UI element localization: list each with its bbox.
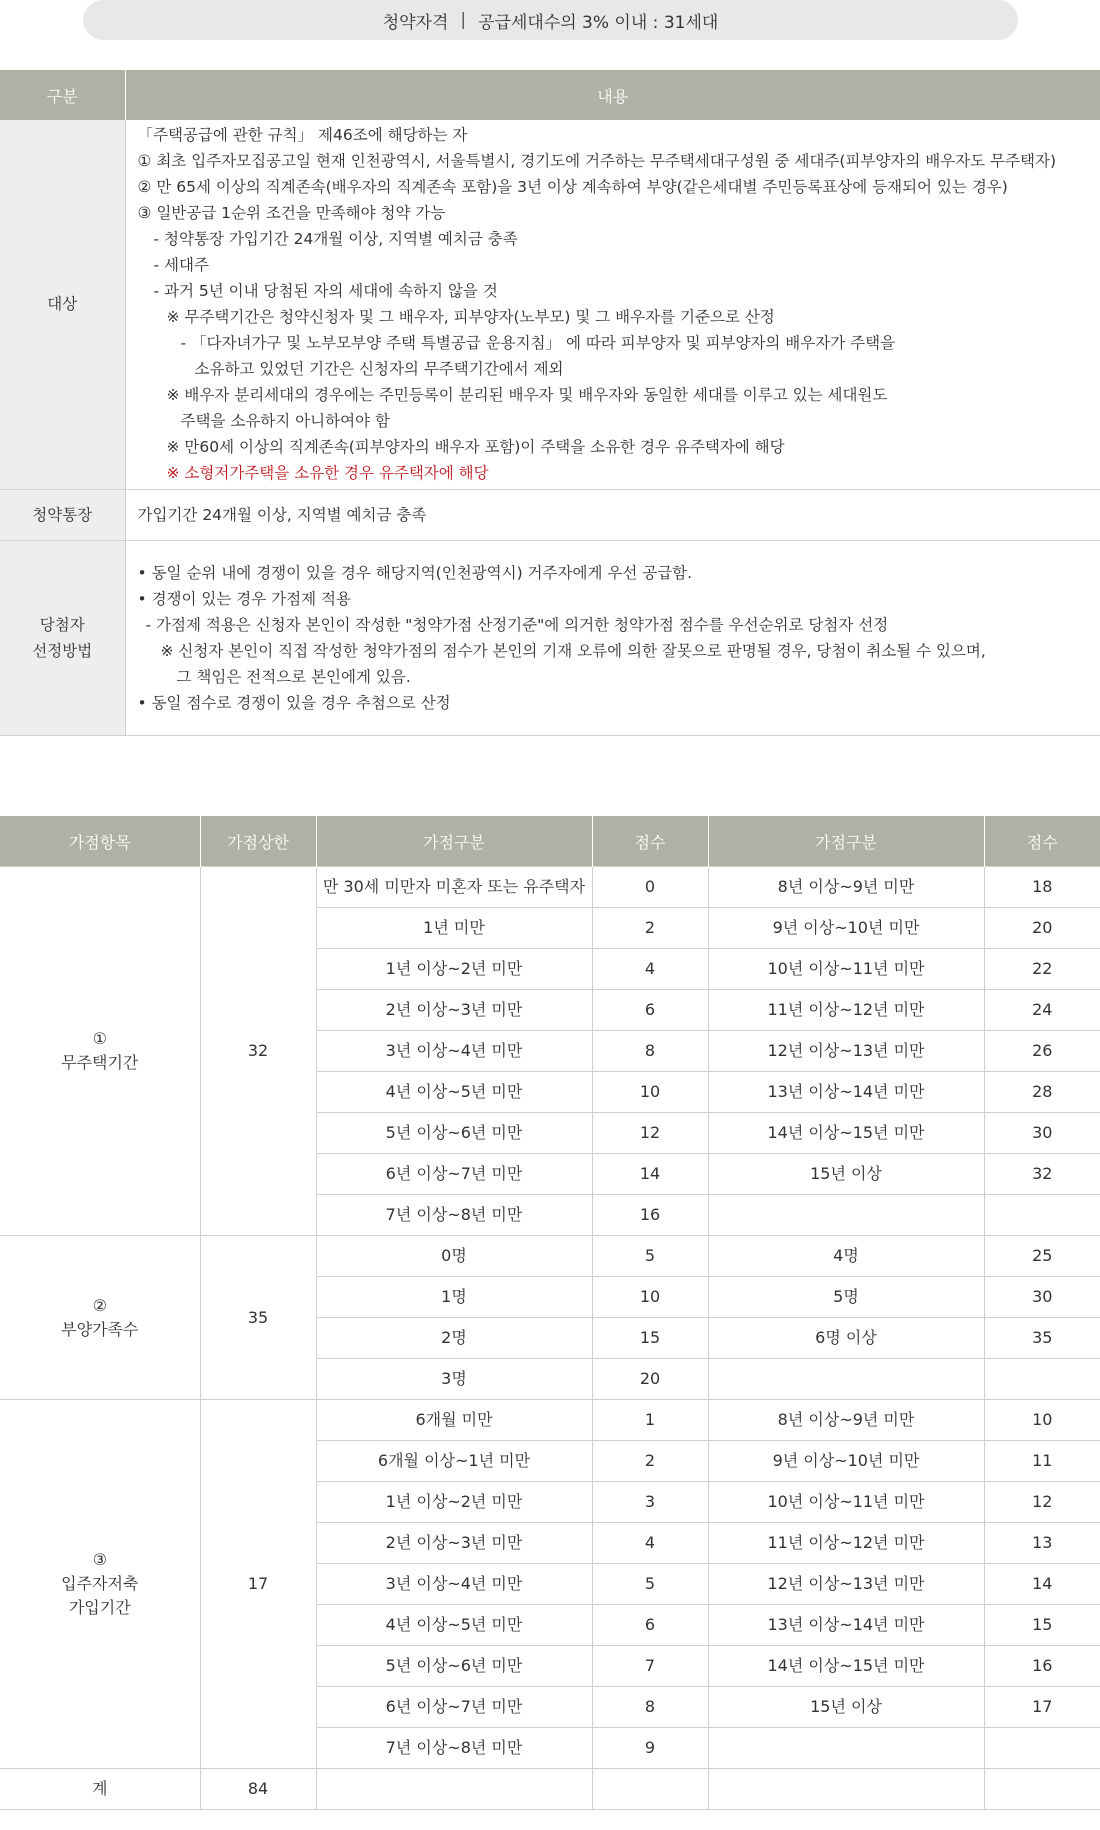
criteria-cell: 4명 bbox=[708, 1236, 984, 1277]
content-lines bbox=[138, 560, 1100, 716]
content-line: ※ 소형저가주택을 소유한 경우 유주택자에 해당 bbox=[166, 464, 489, 483]
points-cell: 17 bbox=[984, 1687, 1100, 1728]
table-row bbox=[0, 1400, 1100, 1441]
points-cell: 25 bbox=[984, 1236, 1100, 1277]
points-cell: 11 bbox=[984, 1441, 1100, 1482]
table-row bbox=[0, 489, 1100, 540]
points-cell bbox=[984, 1195, 1100, 1236]
table-row bbox=[0, 120, 1100, 489]
table-row bbox=[0, 540, 1100, 735]
content-line: - 청약통장 가입기간 24개월 이상, 지역별 예치금 충족 bbox=[153, 230, 518, 249]
eligibility-summary-banner bbox=[83, 0, 1018, 40]
content-line: 그 책임은 전적으로 본인에게 있음. bbox=[176, 667, 411, 686]
content-line: 「주택공급에 관한 규칙」 제46조에 해당하는 자 bbox=[137, 126, 468, 145]
total-row bbox=[0, 1769, 1100, 1810]
criteria-cell: 5년 이상~6년 미만 bbox=[316, 1113, 592, 1154]
score-item-line: 가입기간 bbox=[68, 1598, 131, 1617]
criteria-cell: 12년 이상~13년 미만 bbox=[708, 1031, 984, 1072]
points-cell bbox=[984, 1359, 1100, 1400]
criteria-cell: 14년 이상~15년 미만 bbox=[708, 1646, 984, 1687]
points-cell: 2 bbox=[592, 908, 708, 949]
criteria-cell: 3년 이상~4년 미만 bbox=[316, 1564, 592, 1605]
points-cell: 7 bbox=[592, 1646, 708, 1687]
row-content bbox=[125, 540, 1100, 735]
points-cell: 10 bbox=[592, 1277, 708, 1318]
header-criteria: 가점구분 bbox=[316, 816, 592, 867]
row-label bbox=[0, 540, 125, 735]
content-line: ※ 배우자 분리세대의 경우에는 주민등록이 분리된 배우자 및 배우자와 동일한 세대를 이루고 있는 세대원도 bbox=[166, 386, 888, 405]
criteria-cell: 2년 이상~3년 미만 bbox=[316, 990, 592, 1031]
points-cell: 10 bbox=[592, 1072, 708, 1113]
banner-value: 공급세대수의 3% 이내 : 31세대 bbox=[478, 12, 719, 33]
criteria-cell: 6년 이상~7년 미만 bbox=[316, 1154, 592, 1195]
points-cell: 16 bbox=[592, 1195, 708, 1236]
table-row bbox=[0, 1236, 1100, 1277]
criteria-cell: 3년 이상~4년 미만 bbox=[316, 1031, 592, 1072]
points-cell: 8 bbox=[592, 1687, 708, 1728]
content-line: 주택을 소유하지 아니하여야 함 bbox=[180, 412, 390, 431]
criteria-cell: 2명 bbox=[316, 1318, 592, 1359]
points-cell: 30 bbox=[984, 1113, 1100, 1154]
points-cell: 32 bbox=[984, 1154, 1100, 1195]
criteria-cell: 1년 미만 bbox=[316, 908, 592, 949]
criteria-cell: 만 30세 미만자 미혼자 또는 유주택자 bbox=[316, 867, 592, 908]
criteria-cell bbox=[708, 1195, 984, 1236]
criteria-cell: 9년 이상~10년 미만 bbox=[708, 1441, 984, 1482]
points-cell: 5 bbox=[592, 1236, 708, 1277]
criteria-cell: 3명 bbox=[316, 1359, 592, 1400]
row-content bbox=[125, 120, 1100, 489]
points-cell: 8 bbox=[592, 1031, 708, 1072]
content-line: 소유하고 있었던 기간은 신청자의 무주택기간에서 제외 bbox=[194, 360, 564, 379]
criteria-cell: 5년 이상~6년 미만 bbox=[316, 1646, 592, 1687]
content-lines bbox=[138, 122, 1100, 486]
criteria-cell: 13년 이상~14년 미만 bbox=[708, 1605, 984, 1646]
row-label: 대상 bbox=[0, 120, 125, 489]
points-cell: 28 bbox=[984, 1072, 1100, 1113]
points-cell: 35 bbox=[984, 1318, 1100, 1359]
score-item-line: 부양가족수 bbox=[61, 1319, 139, 1339]
criteria-cell: 5명 bbox=[708, 1277, 984, 1318]
content-line: 가입기간 24개월 이상, 지역별 예치금 충족 bbox=[137, 505, 427, 524]
score-item-line: ③ bbox=[92, 1550, 107, 1569]
content-line: - 세대주 bbox=[153, 256, 209, 275]
score-item-line: 입주자저축 bbox=[61, 1574, 139, 1593]
max-score-cell: 32 bbox=[200, 867, 316, 1236]
score-item-cell bbox=[0, 867, 200, 1236]
row-content bbox=[125, 489, 1100, 540]
content-line: ※ 무주택기간은 청약신청자 및 그 배우자, 피부양자(노부모) 및 그 배우자를 기준으로 산정 bbox=[166, 308, 775, 327]
criteria-cell: 2년 이상~3년 미만 bbox=[316, 1523, 592, 1564]
criteria-cell: 15년 이상 bbox=[708, 1154, 984, 1195]
criteria-cell: 9년 이상~10년 미만 bbox=[708, 908, 984, 949]
empty-cell bbox=[708, 1769, 984, 1810]
points-cell: 9 bbox=[592, 1728, 708, 1769]
points-cell: 20 bbox=[592, 1359, 708, 1400]
criteria-cell: 14년 이상~15년 미만 bbox=[708, 1113, 984, 1154]
content-line: • 경쟁이 있는 경우 가점제 적용 bbox=[137, 589, 351, 608]
points-cell: 4 bbox=[592, 949, 708, 990]
criteria-cell: 11년 이상~12년 미만 bbox=[708, 990, 984, 1031]
criteria-cell: 4년 이상~5년 미만 bbox=[316, 1072, 592, 1113]
criteria-cell: 11년 이상~12년 미만 bbox=[708, 1523, 984, 1564]
eligibility-table bbox=[0, 70, 1100, 736]
criteria-cell: 6명 이상 bbox=[708, 1318, 984, 1359]
points-cell: 20 bbox=[984, 908, 1100, 949]
score-item-line: ① bbox=[92, 1029, 107, 1048]
header-points: 점수 bbox=[984, 816, 1100, 867]
points-cell: 2 bbox=[592, 1441, 708, 1482]
content-line: ① 최초 입주자모집공고일 현재 인천광역시, 서울특별시, 경기도에 거주하는 무주택세대구성원 중 세대주(피부양자의 배우자도 무주택자) bbox=[137, 152, 1056, 171]
points-cell: 14 bbox=[984, 1564, 1100, 1605]
criteria-cell: 10년 이상~11년 미만 bbox=[708, 1482, 984, 1523]
criteria-cell: 1년 이상~2년 미만 bbox=[316, 949, 592, 990]
criteria-cell: 6년 이상~7년 미만 bbox=[316, 1687, 592, 1728]
criteria-cell: 8년 이상~9년 미만 bbox=[708, 1400, 984, 1441]
banner-label: 청약자격 bbox=[382, 12, 449, 33]
content-line: ※ 신청자 본인이 직접 작성한 청약가점의 점수가 본인의 기재 오류에 의한 잘못으로 판명될 경우, 당첨이 취소될 수 있으며, bbox=[160, 641, 986, 660]
criteria-cell: 6개월 이상~1년 미만 bbox=[316, 1441, 592, 1482]
score-table bbox=[0, 816, 1100, 1810]
score-item-line: 무주택기간 bbox=[61, 1053, 139, 1072]
header-category: 구분 bbox=[0, 70, 125, 120]
criteria-cell: 15년 이상 bbox=[708, 1687, 984, 1728]
points-cell: 18 bbox=[984, 867, 1100, 908]
score-item-cell bbox=[0, 1400, 200, 1769]
points-cell: 10 bbox=[984, 1400, 1100, 1441]
points-cell: 15 bbox=[984, 1605, 1100, 1646]
criteria-cell: 1년 이상~2년 미만 bbox=[316, 1482, 592, 1523]
criteria-cell: 13년 이상~14년 미만 bbox=[708, 1072, 984, 1113]
content-line: - 과거 5년 이내 당첨된 자의 세대에 속하지 않을 것 bbox=[153, 282, 498, 301]
empty-cell bbox=[316, 1769, 592, 1810]
criteria-cell: 1명 bbox=[316, 1277, 592, 1318]
content-line: • 동일 순위 내에 경쟁이 있을 경우 해당지역(인천광역시) 거주자에게 우선 공급함. bbox=[137, 563, 693, 582]
banner-divider: | bbox=[460, 10, 467, 30]
empty-cell bbox=[592, 1769, 708, 1810]
content-line: ※ 만60세 이상의 직계존속(피부양자의 배우자 포함)이 주택을 소유한 경우 유주택자에 해당 bbox=[166, 438, 785, 457]
header-max-score: 가점상한 bbox=[200, 816, 316, 867]
row-label: 청약통장 bbox=[0, 489, 125, 540]
total-label: 계 bbox=[0, 1769, 200, 1810]
content-line: • 동일 점수로 경쟁이 있을 경우 추첨으로 산정 bbox=[137, 693, 451, 712]
score-item-cell bbox=[0, 1236, 200, 1400]
criteria-cell: 4년 이상~5년 미만 bbox=[316, 1605, 592, 1646]
points-cell bbox=[984, 1728, 1100, 1769]
content-line: ③ 일반공급 1순위 조건을 만족해야 청약 가능 bbox=[137, 204, 446, 223]
points-cell: 1 bbox=[592, 1400, 708, 1441]
max-score-cell: 35 bbox=[200, 1236, 316, 1400]
points-cell: 6 bbox=[592, 990, 708, 1031]
content-line: - 가점제 적용은 신청자 본인이 작성한 "청약가점 산정기준"에 의거한 청약가점 점수를 우선순위로 당첨자 선정 bbox=[145, 615, 889, 634]
row-label-line: 선정방법 bbox=[32, 641, 93, 660]
criteria-cell bbox=[708, 1359, 984, 1400]
points-cell: 22 bbox=[984, 949, 1100, 990]
header-criteria: 가점구분 bbox=[708, 816, 984, 867]
criteria-cell: 0명 bbox=[316, 1236, 592, 1277]
criteria-cell: 8년 이상~9년 미만 bbox=[708, 867, 984, 908]
table-row bbox=[0, 867, 1100, 908]
empty-cell bbox=[984, 1769, 1100, 1810]
max-score-cell: 17 bbox=[200, 1400, 316, 1769]
points-cell: 15 bbox=[592, 1318, 708, 1359]
points-cell: 14 bbox=[592, 1154, 708, 1195]
points-cell: 30 bbox=[984, 1277, 1100, 1318]
criteria-cell: 10년 이상~11년 미만 bbox=[708, 949, 984, 990]
content-lines bbox=[138, 502, 1100, 528]
header-points: 점수 bbox=[592, 816, 708, 867]
points-cell: 6 bbox=[592, 1605, 708, 1646]
header-score-item: 가점항목 bbox=[0, 816, 200, 867]
points-cell: 3 bbox=[592, 1482, 708, 1523]
content-line: - 「다자녀가구 및 노부모부양 주택 특별공급 운용지침」 에 따라 피부양자 및 피부양자의 배우자가 주택을 bbox=[180, 334, 896, 353]
points-cell: 5 bbox=[592, 1564, 708, 1605]
points-cell: 4 bbox=[592, 1523, 708, 1564]
content-line: ② 만 65세 이상의 직계존속(배우자의 직계존속 포함)을 3년 이상 계속하여 부양(같은세대별 주민등록표상에 등재되어 있는 경우) bbox=[137, 178, 1008, 197]
points-cell: 26 bbox=[984, 1031, 1100, 1072]
criteria-cell: 6개월 미만 bbox=[316, 1400, 592, 1441]
points-cell: 12 bbox=[984, 1482, 1100, 1523]
points-cell: 12 bbox=[592, 1113, 708, 1154]
row-label-line: 당첨자 bbox=[39, 615, 85, 634]
points-cell: 0 bbox=[592, 867, 708, 908]
total-value: 84 bbox=[200, 1769, 316, 1810]
criteria-cell: 7년 이상~8년 미만 bbox=[316, 1728, 592, 1769]
criteria-cell: 12년 이상~13년 미만 bbox=[708, 1564, 984, 1605]
points-cell: 24 bbox=[984, 990, 1100, 1031]
points-cell: 16 bbox=[984, 1646, 1100, 1687]
score-item-line: ② bbox=[92, 1295, 107, 1315]
criteria-cell bbox=[708, 1728, 984, 1769]
header-content: 내용 bbox=[125, 70, 1100, 120]
criteria-cell: 7년 이상~8년 미만 bbox=[316, 1195, 592, 1236]
points-cell: 13 bbox=[984, 1523, 1100, 1564]
